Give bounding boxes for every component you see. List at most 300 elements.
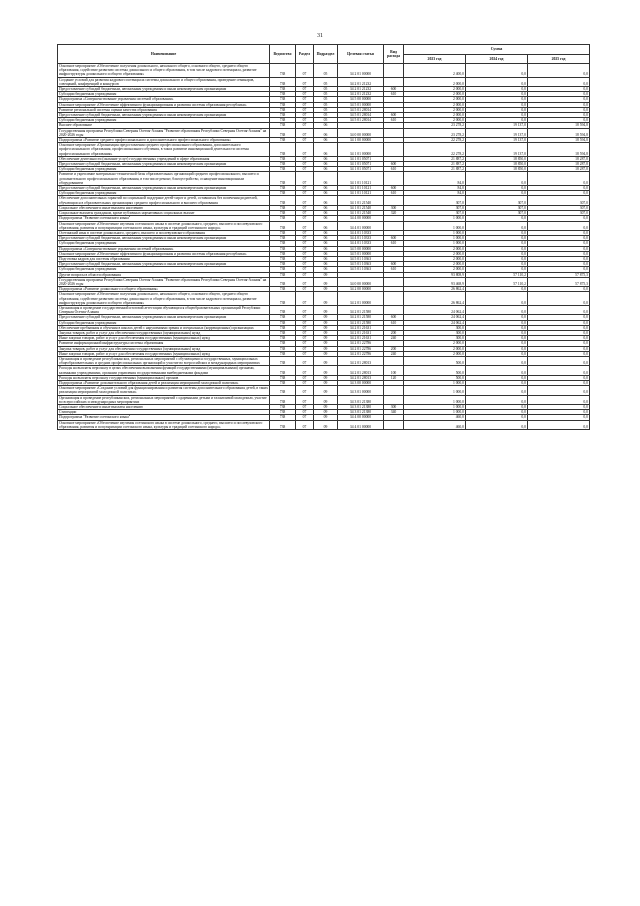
row-vedomstvo: 738 [270,246,296,251]
row-razdel: 07 [296,186,314,191]
header-celevaya: Целевая статья [338,45,384,64]
row-name: Подпрограмма «Развитие дополнительного образования детей и реализация мероприятий молодежной политики» [58,381,270,386]
row-vedomstvo: 738 [270,381,296,386]
row-celevaya: 34 3 01 21380 [338,410,384,415]
row-vedomstvo: 738 [270,186,296,191]
row-razdel: 07 [296,230,314,235]
row-2025: 18 594,8 [528,138,590,143]
table-row [58,292,590,306]
row-name: Расходы на выплаты персоналу в целях обеспечения выполнения функций государственными (муниципальными) органами, казенными учреждениями, органами управления государственными внебюджетными фондами [58,366,270,375]
row-vedomstvo: 738 [270,205,296,210]
row-razdel: 07 [296,236,314,241]
row-vid: 610 [384,241,404,246]
row-2024: 0,0 [466,320,528,325]
row-2023: 22 278,2 [404,143,466,157]
row-name: Развитие региональной системы оценки качества образования [58,107,270,112]
row-2024: 0,0 [466,420,528,429]
row-2025: 0,0 [528,230,590,235]
table-row [58,64,590,78]
row-razdel: 07 [296,118,314,123]
row-razdel: 07 [296,77,314,86]
row-razdel: 07 [296,138,314,143]
row-2025: 0,0 [528,375,590,380]
row-vedomstvo: 738 [270,92,296,97]
row-2024: 0,0 [466,64,528,78]
row-celevaya: 34 4 01 10333 [338,241,384,246]
row-vid: 610 [384,118,404,123]
row-vedomstvo: 738 [270,415,296,420]
row-podrazdel: 09 [314,356,338,365]
row-celevaya: 34 2 01 21232 [338,77,384,86]
row-2024: 0,0 [466,241,528,246]
table-row [58,277,590,286]
row-celevaya: 34 5 01 10363 [338,256,384,261]
row-2025: 18 287,8 [528,156,590,161]
row-vedomstvo: 738 [270,356,296,365]
row-vedomstvo: 738 [270,97,296,102]
row-name: Другие вопросы в области образования [58,272,270,277]
row-podrazdel: 09 [314,405,338,410]
row-2025: 0,0 [528,325,590,330]
row-celevaya: 34 5 01 28014 [338,118,384,123]
row-2025: 0,0 [528,92,590,97]
row-celevaya: 34 4 00 00000 [338,216,384,221]
row-name: Основное мероприятие «Обеспечение эффективного функционирования и развития системы образования республики» [58,251,270,256]
row-2025: 0,0 [528,241,590,246]
row-vid: 200 [384,346,404,351]
row-2025: 307,0 [528,211,590,216]
row-2023: 2 000,0 [404,262,466,267]
row-vedomstvo: 738 [270,330,296,335]
row-name: Развитие и укрепление материально-технической базы образовательных организаций среднего профессионального, высшего и дополнительного профессионального образования, в том числе ремонт, благоустройство, оснащение инновационным оборудованием [58,172,270,186]
row-2023: 2 000,0 [404,113,466,118]
row-2025: 0,0 [528,287,590,292]
header-2023: 2023 год [404,55,466,64]
row-name: Подпрограмма «Совершенствование управления системой образования» [58,97,270,102]
row-2025: 0,0 [528,87,590,92]
row-razdel: 07 [296,272,314,277]
row-2023: 500,0 [404,366,466,375]
row-2024: 0,0 [466,191,528,196]
row-podrazdel: 09 [314,420,338,429]
header-summa: Сумма [404,45,590,55]
row-2024: 0,0 [466,395,528,404]
row-2023: 1 000,0 [404,395,466,404]
row-vedomstvo: 738 [270,395,296,404]
row-2024: 0,0 [466,415,528,420]
row-podrazdel: 09 [314,366,338,375]
row-vid: 120 [384,375,404,380]
row-2023: 1 000,0 [404,216,466,221]
row-name: Социальное обеспечение и иные выплаты населению [58,405,270,410]
row-podrazdel: 06 [314,162,338,167]
row-2025: 0,0 [528,221,590,230]
row-celevaya: 34 1 00 00000 [338,138,384,143]
row-name: Подпрограмма «Развитие дошкольного и общего образования» [58,287,270,292]
row-vedomstvo: 738 [270,143,296,157]
row-vid: 600 [384,162,404,167]
row-podrazdel: 06 [314,267,338,272]
row-vedomstvo: 738 [270,191,296,196]
row-razdel: 07 [296,251,314,256]
header-vedomstvo: Ведомство [270,45,296,64]
row-2024: 0,0 [466,381,528,386]
row-razdel: 07 [296,221,314,230]
row-podrazdel: 09 [314,287,338,292]
row-2025: 0,0 [528,118,590,123]
row-vedomstvo: 738 [270,230,296,235]
row-2023: 1 000,0 [404,221,466,230]
row-vid: 300 [384,405,404,410]
row-2023: 23 278,2 [404,123,466,128]
row-celevaya: 34 2 01 28013 [338,356,384,365]
row-razdel: 07 [296,405,314,410]
row-razdel: 07 [296,113,314,118]
row-vedomstvo: 738 [270,336,296,341]
row-celevaya: 34 5 00 00000 [338,97,384,102]
header-vid: Вид расхода [384,45,404,64]
row-2025: 0,0 [528,405,590,410]
row-podrazdel: 05 [314,87,338,92]
row-vedomstvo: 738 [270,172,296,186]
row-vid: 610 [384,320,404,325]
row-vid: 320 [384,211,404,216]
row-vid: 100 [384,366,404,375]
row-2024: 0,0 [466,87,528,92]
row-2023: 21 887,2 [404,156,466,161]
row-2024: 0,0 [466,262,528,267]
row-celevaya: 34 2 01 22786 [338,341,384,346]
table-body [58,64,590,430]
row-celevaya: 34 1 01 10121 [338,172,384,186]
row-vid [384,395,404,404]
row-vid: 600 [384,186,404,191]
row-celevaya: 34 1 01 10121 [338,191,384,196]
row-podrazdel: 09 [314,341,338,346]
row-2024: 307,0 [466,211,528,216]
row-celevaya: 34 2 01 21232 [338,87,384,92]
row-celevaya: 34 2 01 21580 [338,315,384,320]
row-2024: 0,0 [466,386,528,395]
row-podrazdel: 06 [314,230,338,235]
row-razdel: 07 [296,336,314,341]
row-podrazdel: 05 [314,64,338,78]
row-2024: 0,0 [466,230,528,235]
row-vedomstvo: 738 [270,221,296,230]
row-podrazdel: 05 [314,102,338,107]
row-vedomstvo: 738 [270,236,296,241]
row-2025: 0,0 [528,330,590,335]
row-2023: 2 000,0 [404,92,466,97]
row-celevaya: 34 2 01 28013 [338,375,384,380]
row-name: Расходы на выплаты персоналу государственных (муниципальных) органов [58,375,270,380]
row-razdel: 07 [296,211,314,216]
row-celevaya: 34 2 01 21232 [338,92,384,97]
row-vedomstvo: 738 [270,405,296,410]
row-name: Обеспечение деятельности (оказание услуг) государственных учреждений в сфере образования [58,156,270,161]
row-2023: 24 062,4 [404,315,466,320]
row-name: Подпрограмма «Совершенствование управления системой образования» [58,246,270,251]
row-podrazdel: 09 [314,375,338,380]
row-name: Закупка товаров, работ и услуг для обеспечения государственных (муниципальных) нужд [58,330,270,335]
row-2025: 0,0 [528,420,590,429]
row-vedomstvo: 738 [270,366,296,375]
row-celevaya: 34 2 01 21580 [338,320,384,325]
row-2023: 21 887,2 [404,162,466,167]
row-podrazdel: 06 [314,196,338,205]
row-2025: 0,0 [528,216,590,221]
row-razdel: 07 [296,277,314,286]
row-2023: 300,0 [404,336,466,341]
row-2023: 2 400,0 [404,64,466,78]
row-vid [384,292,404,306]
row-name: Обеспечение пребывания и обучения в школах детей с нарушениями зрения и специальных (коррекционных) организациях [58,325,270,330]
row-2023: 93 468,9 [404,277,466,286]
row-celevaya: 34 2 01 28013 [338,366,384,375]
row-2025: 0,0 [528,341,590,346]
row-2023: 300,0 [404,325,466,330]
row-podrazdel: 05 [314,92,338,97]
row-2024: 0,0 [466,366,528,375]
row-2023: 2 000,0 [404,107,466,112]
row-2024: 0,0 [466,107,528,112]
row-podrazdel: 09 [314,386,338,395]
row-podrazdel: 09 [314,305,338,314]
row-celevaya: 34 1 01 05071 [338,156,384,161]
row-name: Предоставление субсидий бюджетным, автономным учреждениям и иным некоммерческим организациям [58,113,270,118]
row-2025: 0,0 [528,172,590,186]
row-celevaya: 34 0 00 00000 [338,277,384,286]
row-vedomstvo: 738 [270,420,296,429]
table-row [58,172,590,186]
row-name: Предоставление субсидий бюджетным, автономным учреждениям и иным некоммерческим организациям [58,236,270,241]
row-razdel: 07 [296,102,314,107]
row-razdel: 07 [296,216,314,221]
row-name: Организация и проведение республиканских, региональных мероприятий с одаренными детьми и талантливой молодежью, участие во всероссийских и международных мероприятиях [58,395,270,404]
row-name: Основное мероприятие «Обеспечение получения дошкольного, начального общего, основного общего, среднего общего образования, содействие развитию системы дошкольного и общего образования, в том числе кадрового потенциала, развитие инфраструктуры дошкольного и общего образования» [58,64,270,78]
table-row [58,395,590,404]
header-podrazdel: Подраздел [314,45,338,64]
row-2024: 0,0 [466,351,528,356]
row-2025: 0,0 [528,191,590,196]
row-name: Предоставление субсидий бюджетным, автономным учреждениям и иным некоммерческим организациям [58,315,270,320]
row-2024: 0,0 [466,325,528,330]
row-name: Основное мероприятие «Обеспечение эффективного функционирования и развития системы образования республики» [58,102,270,107]
row-2025: 0,0 [528,346,590,351]
row-name: Подпрограмма "Развитие осетинского языка" [58,415,270,420]
row-vedomstvo: 738 [270,87,296,92]
row-celevaya: 34 1 01 05071 [338,167,384,172]
row-podrazdel: 05 [314,77,338,86]
row-podrazdel: 06 [314,123,338,128]
row-podrazdel: 09 [314,346,338,351]
row-name: Государственная программа Республики Северная Осетия-Алания "Развитие образования Республики Северная Осетия-Алания" на 2020-2026 годы [58,128,270,137]
row-name: Государственная программа Республики Северная Осетия-Алания "Развитие образования Республики Северная Осетия-Алания" на 2020-2026 годы [58,277,270,286]
row-celevaya: 34 3 01 21380 [338,395,384,404]
row-razdel: 07 [296,172,314,186]
row-vid: 340 [384,410,404,415]
row-2023: 1 000,0 [404,410,466,415]
row-vedomstvo: 738 [270,341,296,346]
table-row [58,420,590,429]
row-celevaya: 34 5 01 00000 [338,102,384,107]
row-vedomstvo: 738 [270,251,296,256]
row-razdel: 07 [296,320,314,325]
row-2025: 0,0 [528,186,590,191]
table-row [58,221,590,230]
row-2025: 0,0 [528,64,590,78]
row-razdel: 07 [296,162,314,167]
row-2024: 19 137,0 [466,123,528,128]
row-podrazdel: 06 [314,205,338,210]
row-2025: 0,0 [528,267,590,272]
row-name: Основное мероприятие «Организация предоставления среднего профессионального образования, дополнительного профессионального образования, профессионального обучения, в таких развитие инновационной деятельности системы профессионального образования» [58,143,270,157]
row-razdel: 07 [296,123,314,128]
row-podrazdel: 05 [314,97,338,102]
row-2024: 57 110,2 [466,272,528,277]
row-2025: 0,0 [528,77,590,86]
row-celevaya: 34 1 01 21540 [338,196,384,205]
row-celevaya: 34 2 01 00000 [338,292,384,306]
row-vedomstvo: 738 [270,346,296,351]
row-vid: 300 [384,205,404,210]
row-2024: 0,0 [466,97,528,102]
row-2023: 307,0 [404,205,466,210]
row-2023: 24 062,4 [404,305,466,314]
row-celevaya: 34 2 01 22786 [338,346,384,351]
row-podrazdel: 09 [314,292,338,306]
row-vid [384,305,404,314]
row-podrazdel: 06 [314,211,338,216]
row-celevaya: 34 3 00 00000 [338,381,384,386]
row-razdel: 07 [296,346,314,351]
row-razdel: 07 [296,287,314,292]
row-vid [384,356,404,365]
row-vedomstvo: 738 [270,292,296,306]
row-2024: 0,0 [466,336,528,341]
table-row [58,143,590,157]
row-podrazdel: 09 [314,320,338,325]
row-celevaya: 34 2 01 21580 [338,305,384,314]
row-podrazdel: 06 [314,128,338,137]
row-celevaya: 34 1 01 21540 [338,205,384,210]
row-vedomstvo: 738 [270,351,296,356]
row-celevaya: 34 2 01 21631 [338,325,384,330]
row-name: Социальные выплаты гражданам, кроме публичных нормативных социальных выплат [58,211,270,216]
row-razdel: 07 [296,410,314,415]
row-vid: 610 [384,92,404,97]
row-2024: 307,0 [466,196,528,205]
row-razdel: 07 [296,315,314,320]
row-2025: 0,0 [528,236,590,241]
row-name: Подпрограмма "Развитие осетинского языка" [58,216,270,221]
row-podrazdel: 06 [314,216,338,221]
row-2023: 84,0 [404,172,466,186]
row-vedomstvo: 738 [270,196,296,205]
row-2023: 26 862,4 [404,287,466,292]
row-vid [384,172,404,186]
row-celevaya: 34 3 01 21380 [338,405,384,410]
row-2023: 84,0 [404,191,466,196]
row-2025: 0,0 [528,356,590,365]
row-celevaya: 34 0 00 00000 [338,128,384,137]
row-celevaya: 34 4 01 00000 [338,221,384,230]
row-vid: 610 [384,167,404,172]
row-celevaya: 34 2 00 00000 [338,287,384,292]
row-podrazdel: 06 [314,262,338,267]
row-podrazdel: 06 [314,256,338,261]
row-razdel: 07 [296,143,314,157]
row-2025: 0,0 [528,97,590,102]
row-podrazdel: 06 [314,246,338,251]
row-vid: 240 [384,351,404,356]
row-name: Субсидии бюджетным учреждениям [58,320,270,325]
row-2025: 18 287,8 [528,167,590,172]
page-number: 31 [317,33,323,39]
row-2023: 500,0 [404,375,466,380]
row-vid: 240 [384,336,404,341]
row-name: Субсидии бюджетным учреждениям [58,92,270,97]
row-2023: 2 000,0 [404,341,466,346]
row-2024: 18 850,0 [466,162,528,167]
row-vedomstvo: 738 [270,167,296,172]
header-name: Наименование [58,45,270,64]
row-2023: 2 000,0 [404,351,466,356]
row-vedomstvo: 738 [270,211,296,216]
row-2025: 0,0 [528,381,590,386]
row-2025: 0,0 [528,107,590,112]
row-2024: 0,0 [466,356,528,365]
row-podrazdel: 06 [314,156,338,161]
row-2025: 307,0 [528,205,590,210]
row-name: Иные закупки товаров, работ и услуг для обеспечения государственных (муниципальных) нужд [58,351,270,356]
row-2024: 0,0 [466,315,528,320]
row-2024: 0,0 [466,221,528,230]
row-vedomstvo: 738 [270,138,296,143]
row-2024: 0,0 [466,172,528,186]
row-celevaya: 34 1 01 21540 [338,211,384,216]
row-2023: 21 887,2 [404,167,466,172]
row-2025: 0,0 [528,366,590,375]
row-2023: 2 000,0 [404,346,466,351]
row-vedomstvo: 738 [270,216,296,221]
row-2024: 0,0 [466,77,528,86]
row-2025: 0,0 [528,336,590,341]
row-2024: 18 850,0 [466,167,528,172]
row-2025: 0,0 [528,251,590,256]
table-row [58,77,590,86]
row-razdel: 07 [296,267,314,272]
header-razdel: Раздел [296,45,314,64]
row-name: Предоставление субсидий бюджетным, автономным учреждениям и иным некоммерческим организациям [58,87,270,92]
row-2024: 18 850,0 [466,156,528,161]
row-2023: 93 808,9 [404,272,466,277]
row-2023: 2 000,0 [404,87,466,92]
row-name: Обеспечение дополнительных гарантий по социальной поддержке детей-сирот и детей, оставшихся без попечения родителей, обучающихся в образовательных организациях среднего профессионального и высшего образования [58,196,270,205]
row-podrazdel: 05 [314,118,338,123]
row-razdel: 07 [296,351,314,356]
row-vedomstvo: 738 [270,241,296,246]
row-name: Субсидии бюджетным учреждениям [58,191,270,196]
row-2023: 1 000,0 [404,386,466,395]
row-2023: 1 000,0 [404,236,466,241]
row-2024: 0,0 [466,118,528,123]
row-podrazdel: 06 [314,167,338,172]
row-2025: 0,0 [528,256,590,261]
row-podrazdel: 09 [314,325,338,330]
row-razdel: 07 [296,107,314,112]
row-razdel: 07 [296,246,314,251]
